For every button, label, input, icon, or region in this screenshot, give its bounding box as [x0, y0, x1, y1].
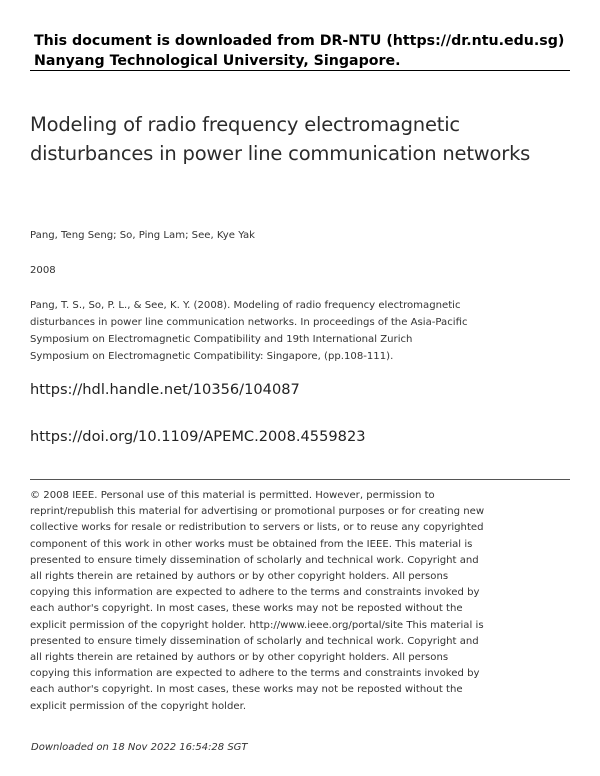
copyright-notice: © 2008 IEEE. Personal use of this material is permitted. However, permission to reprint/republish this material for advertising or promotional purposes or for creating new collective works for resale or redistribution to servers or lists, or to reuse any copyrighted component of this work in other works must be obtained from the IEEE. This material is presented to ensure timely dissemination of scholarly and technical work. Copyright and all rights therein are retained by authors or by other copyright holders. All persons copying this information are expected to adhere to the terms and constraints invoked by each author's copyright. In most cases, these works may not be reposted without the explicit permission of the copyright holder. http://www.ieee.org/portal/site This material is presented to ensure timely dissemination of scholarly and technical work. Copyright and all rights therein are retained by authors or by other copyright holders. All persons copying this information are expected to adhere to the terms and constraints invoked by each author's copyright. In most cases, these works may not be reposted without the explicit permission of the copyright holder. — [30, 490, 485, 712]
section-divider — [30, 479, 570, 480]
document-title: Modeling of radio frequency electromagnetic disturbances in power line communication networks — [30, 113, 531, 165]
header-divider — [30, 70, 570, 71]
download-timestamp: Downloaded on 18 Nov 2022 16:54:28 SGT — [31, 742, 248, 753]
citation: Pang, T. S., So, P. L., & See, K. Y. (2008). Modeling of radio frequency electromagnetic disturbances in power line communication networks. In proceedings of the Asia-Pacific Symposium on Electromagnetic Compatibility and 19th International Zurich Symposium on Electromagnetic Compatibility: Singapore, (pp.108-111). — [30, 300, 468, 362]
publication-year: 2008 — [30, 265, 56, 276]
download-header — [34, 31, 574, 71]
doi-link[interactable]: https://doi.org/10.1109/APEMC.2008.4559823 — [30, 428, 366, 445]
handle-link[interactable]: https://hdl.handle.net/10356/104087 — [30, 381, 300, 398]
header-institution-line: Nanyang Technological University, Singapore. — [34, 53, 401, 69]
authors: Pang, Teng Seng; So, Ping Lam; See, Kye Yak — [30, 230, 256, 241]
header-source-line: This document is downloaded from DR-NTU (https://dr.ntu.edu.sg) — [34, 33, 565, 49]
